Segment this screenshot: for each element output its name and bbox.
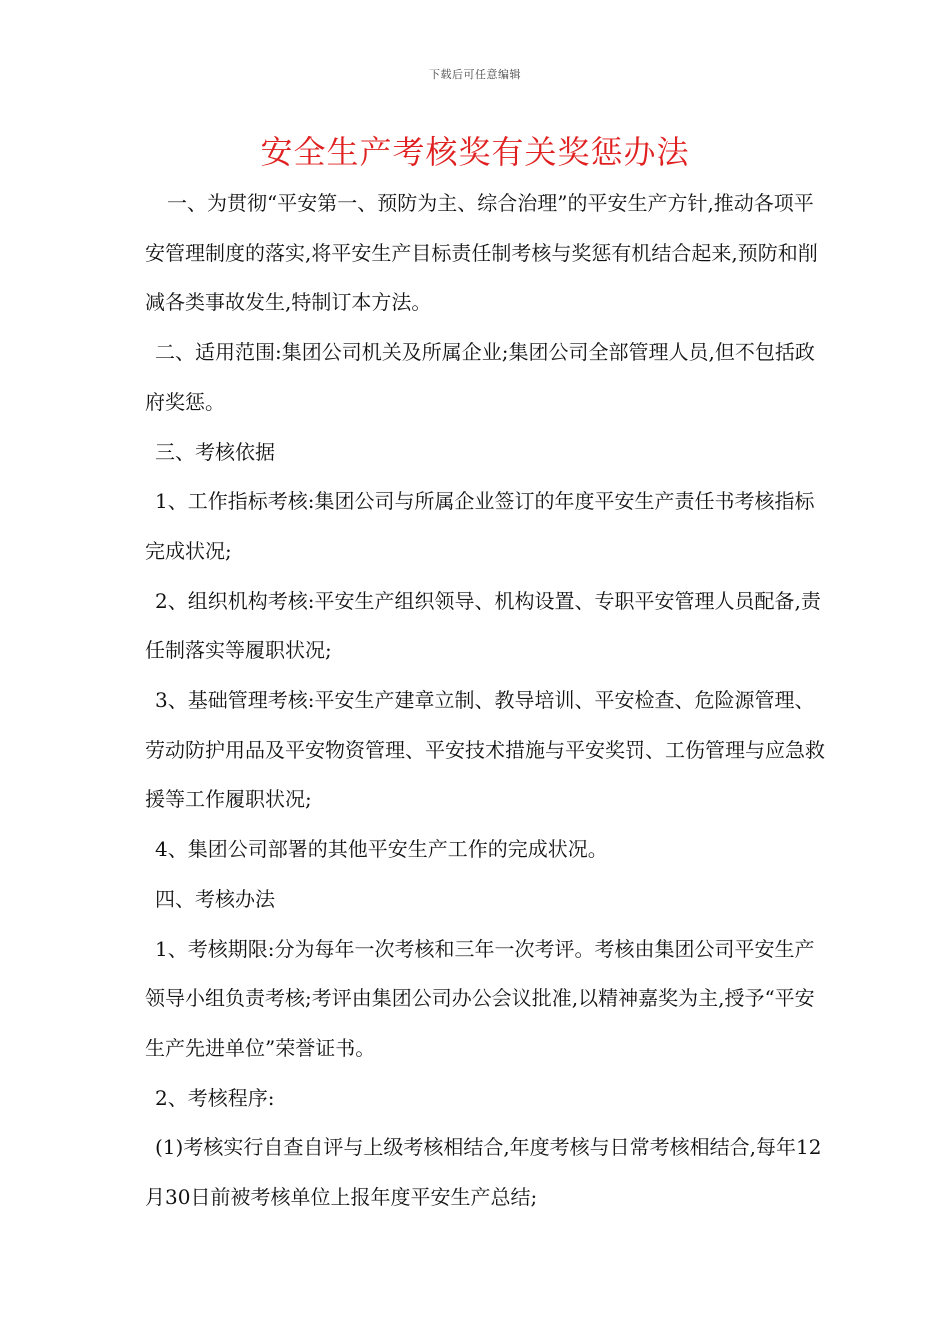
paragraph-10: 2、考核程序:	[155, 1085, 275, 1110]
paragraph-6: 3、基础管理考核:平安生产建章立制、教导培训、平安检查、危险源管理、劳动防护用品及平安物资管理、平安技术措施与平安奖罚、工伤管理与应急救援等工作履职状况;	[145, 688, 825, 812]
document-title: 安全生产考核奖有关奖惩办法	[260, 133, 690, 171]
paragraph-5: 2、组织机构考核:平安生产组织领导、机构设置、专职平安管理人员配备,责任制落实等履职状况;	[145, 588, 821, 663]
paragraph-1: 一、为贯彻“平安第一、预防为主、综合治理”的平安生产方针,推动各项平安管理制度的落实,将平安生产目标责任制考核与奖惩有机结合起来,预防和削减各类事故发生,特制订本方法。	[145, 191, 818, 315]
paragraph-9: 1、考核期限:分为每年一次考核和三年一次考评。考核由集团公司平安生产领导小组负责考核;考评由集团公司办公会议批准,以精神嘉奖为主,授予“平安生产先进单位”荣誉证书。	[145, 936, 815, 1060]
paragraph-7: 4、集团公司部署的其他平安生产工作的完成状况。	[155, 837, 608, 862]
paragraph-11: (1)考核实行自查自评与上级考核相结合,年度考核与日常考核相结合,每年12月30日前被考核单位上报年度平安生产总结;	[145, 1135, 822, 1210]
header-note: 下载后可任意编辑	[429, 68, 521, 81]
paragraph-8: 四、考核办法	[155, 886, 275, 911]
paragraph-3: 三、考核依据	[155, 439, 275, 464]
paragraph-2: 二、适用范围:集团公司机关及所属企业;集团公司全部管理人员,但不包括政府奖惩。	[145, 340, 815, 414]
paragraph-4: 1、工作指标考核:集团公司与所属企业签订的年度平安生产责任书考核指标完成状况;	[145, 489, 815, 563]
document-body	[145, 179, 825, 1223]
